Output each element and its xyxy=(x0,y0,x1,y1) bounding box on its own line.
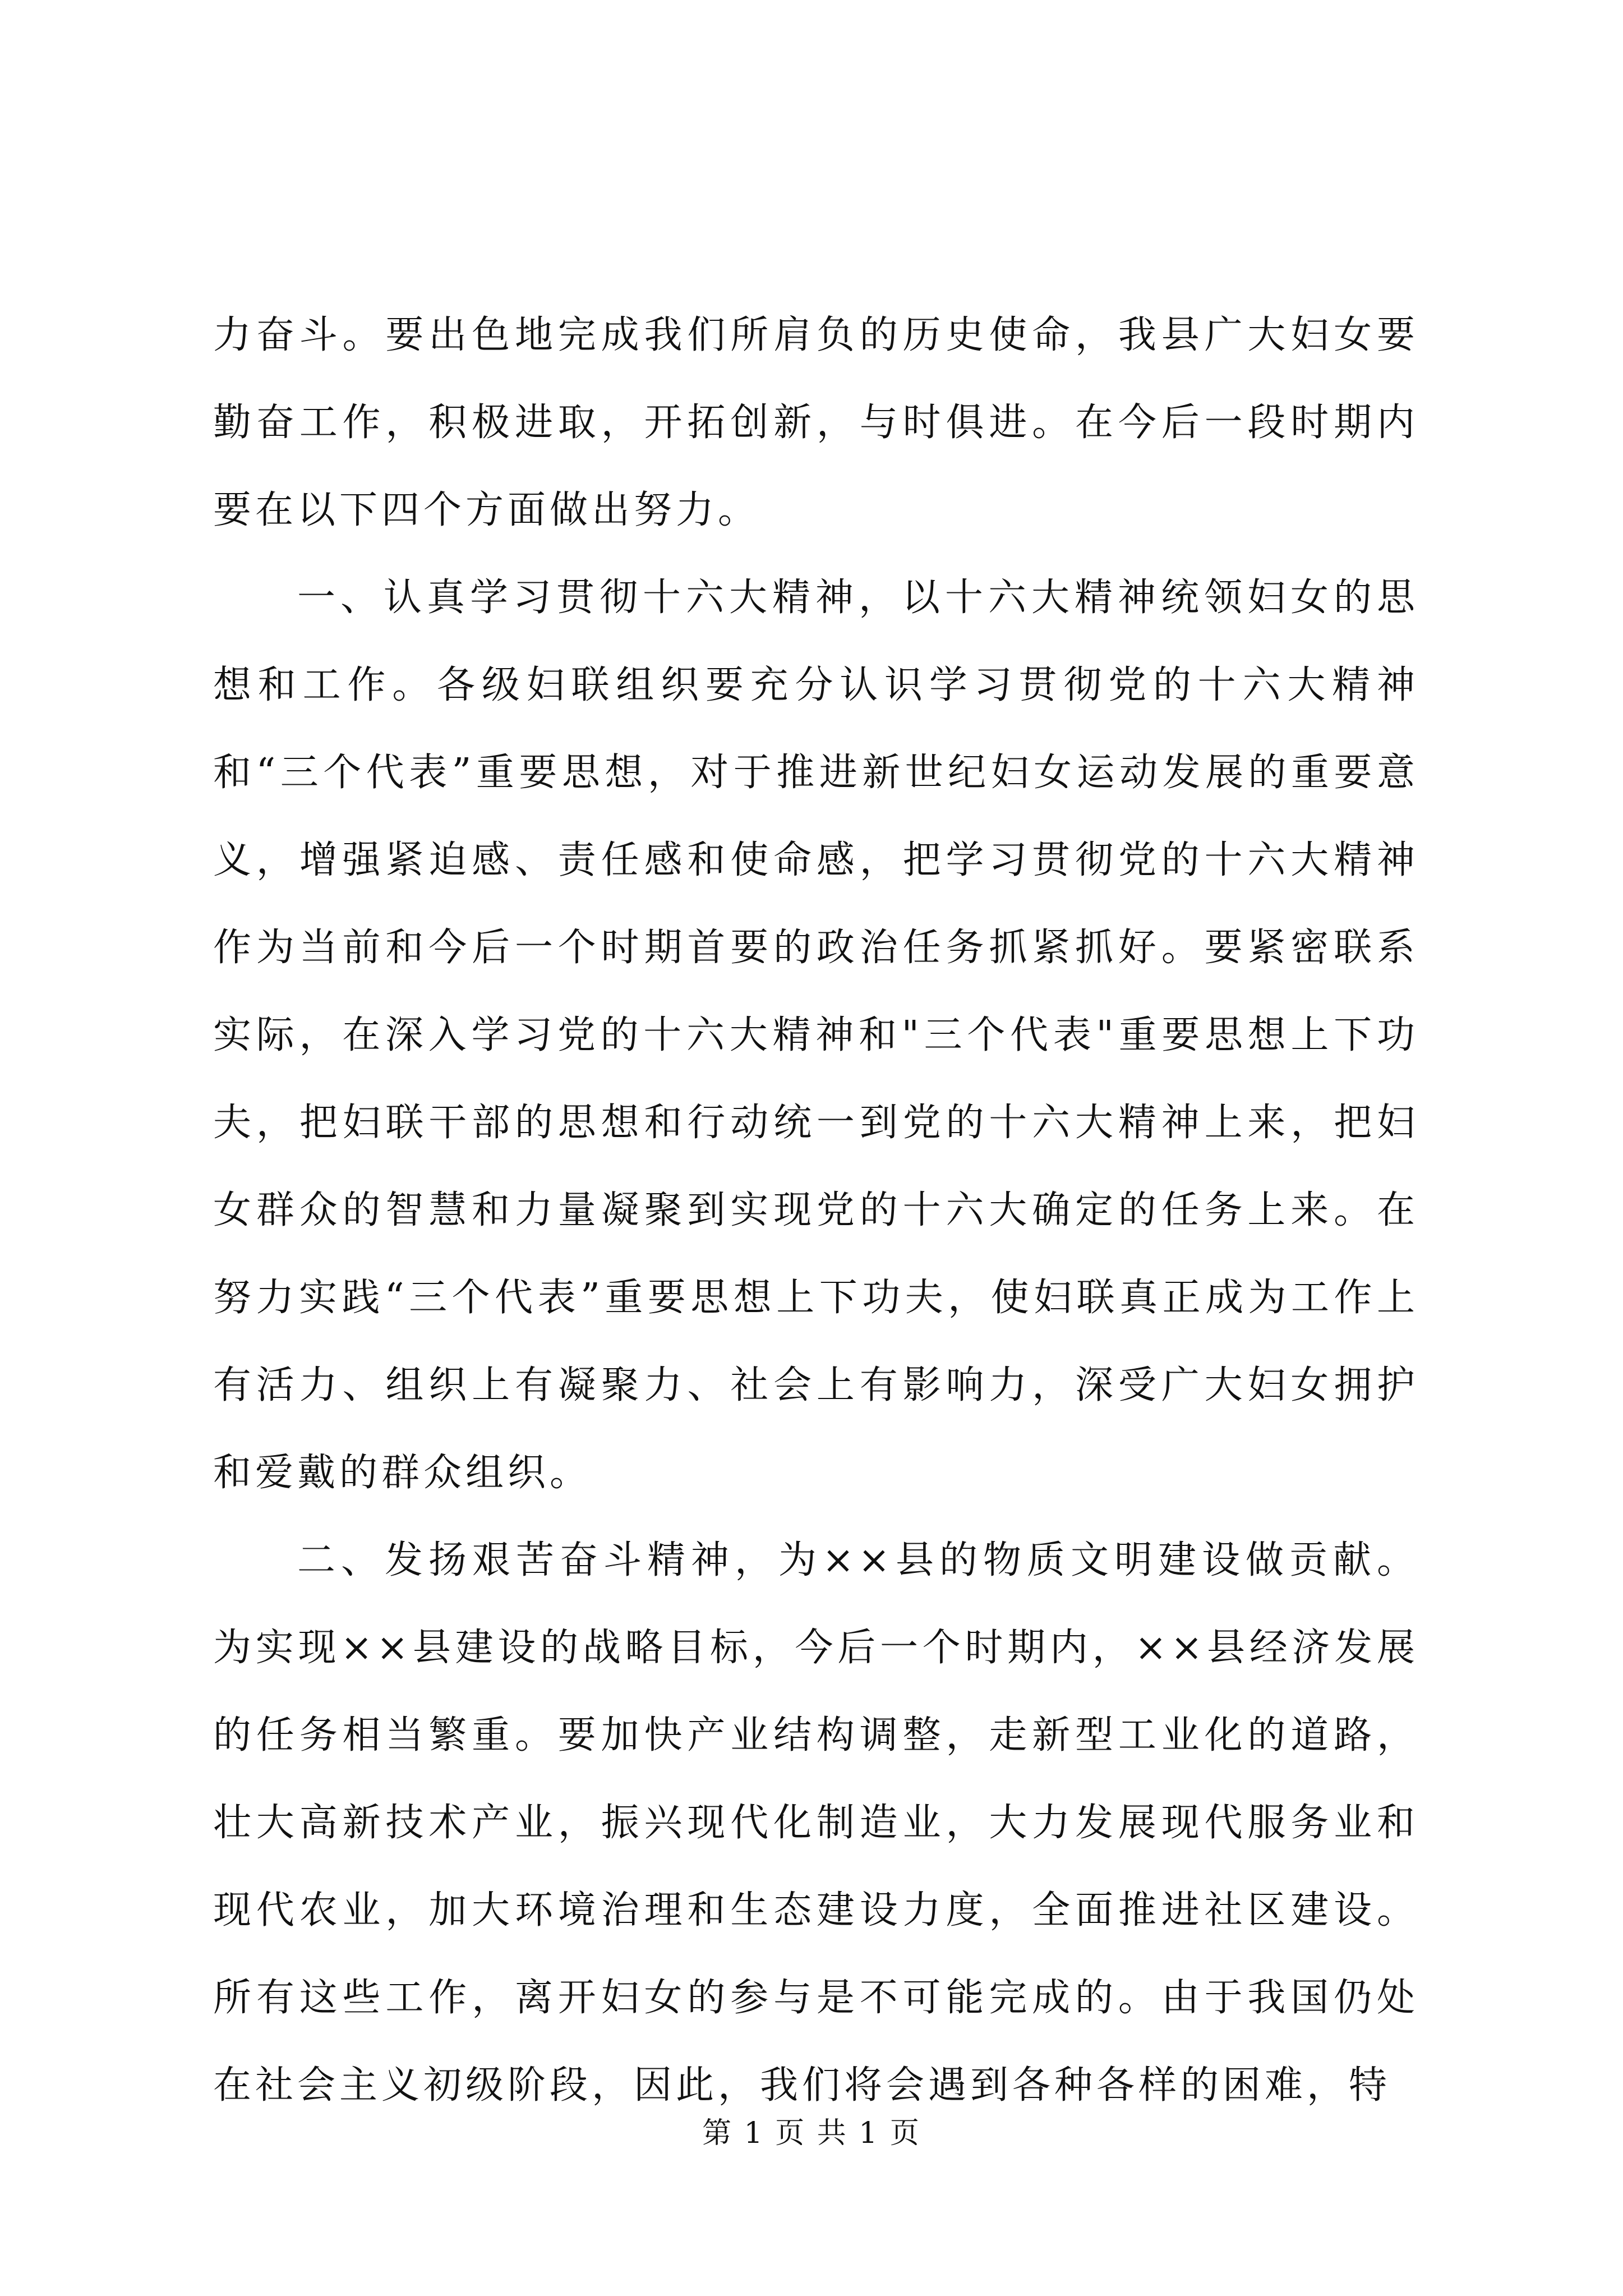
page-footer: 第 1 页 共 1 页 xyxy=(702,2116,921,2150)
paragraph-section-one: 一、认真学习贯彻十六大精神，以十六大精神统领妇女的思想和工作。各级妇联组织要充分认识学习贯彻党的十六大精神和“三个代表”重要思想，对于推进新世纪妇女运动发展的重要意义，增强紧迫感、责任感和使命感，把学习贯彻党的十六大精神作为当前和今后一个时期首要的政治任务抓紧抓好。要紧密联系实际，在深入学习党的十六大精神和"三个代表"重要思想上下功夫，把妇联干部的思想和行动统一到党的十六大精神上来，把妇女群众的智慧和力量凝聚到实现党的十六大确定的任务上来。在努力实践“三个代表”重要思想上下功夫，使妇联真正成为工作上有活力、组织上有凝聚力、社会上有影响力，深受广大妇女拥护和爱戴的群众组织。 xyxy=(213,576,1419,1495)
paragraph-section-two: 二、发扬艰苦奋斗精神，为××县的物质文明建设做贡献。为实现××县建设的战略目标，今后一个时期内，××县经济发展的任务相当繁重。要加快产业结构调整，走新型工业化的道路，壮大高新技术产业，振兴现代化制造业，大力发展现代服务业和现代农业，加大环境治理和生态建设力度，全面推进社区建设。所有这些工作，离开妇女的参与是不可能完成的。由于我国仍处在社会主义初级阶段，因此，我们将会遇到各种各样的困难，特 xyxy=(213,1538,1419,2108)
paragraph-continuation: 力奋斗。要出色地完成我们所肩负的历史使命，我县广大妇女要勤奋工作，积极进取，开拓创新，与时俱进。在今后一段时期内要在以下四个方面做出努力。 xyxy=(213,313,1419,532)
document-body xyxy=(213,292,1419,2129)
